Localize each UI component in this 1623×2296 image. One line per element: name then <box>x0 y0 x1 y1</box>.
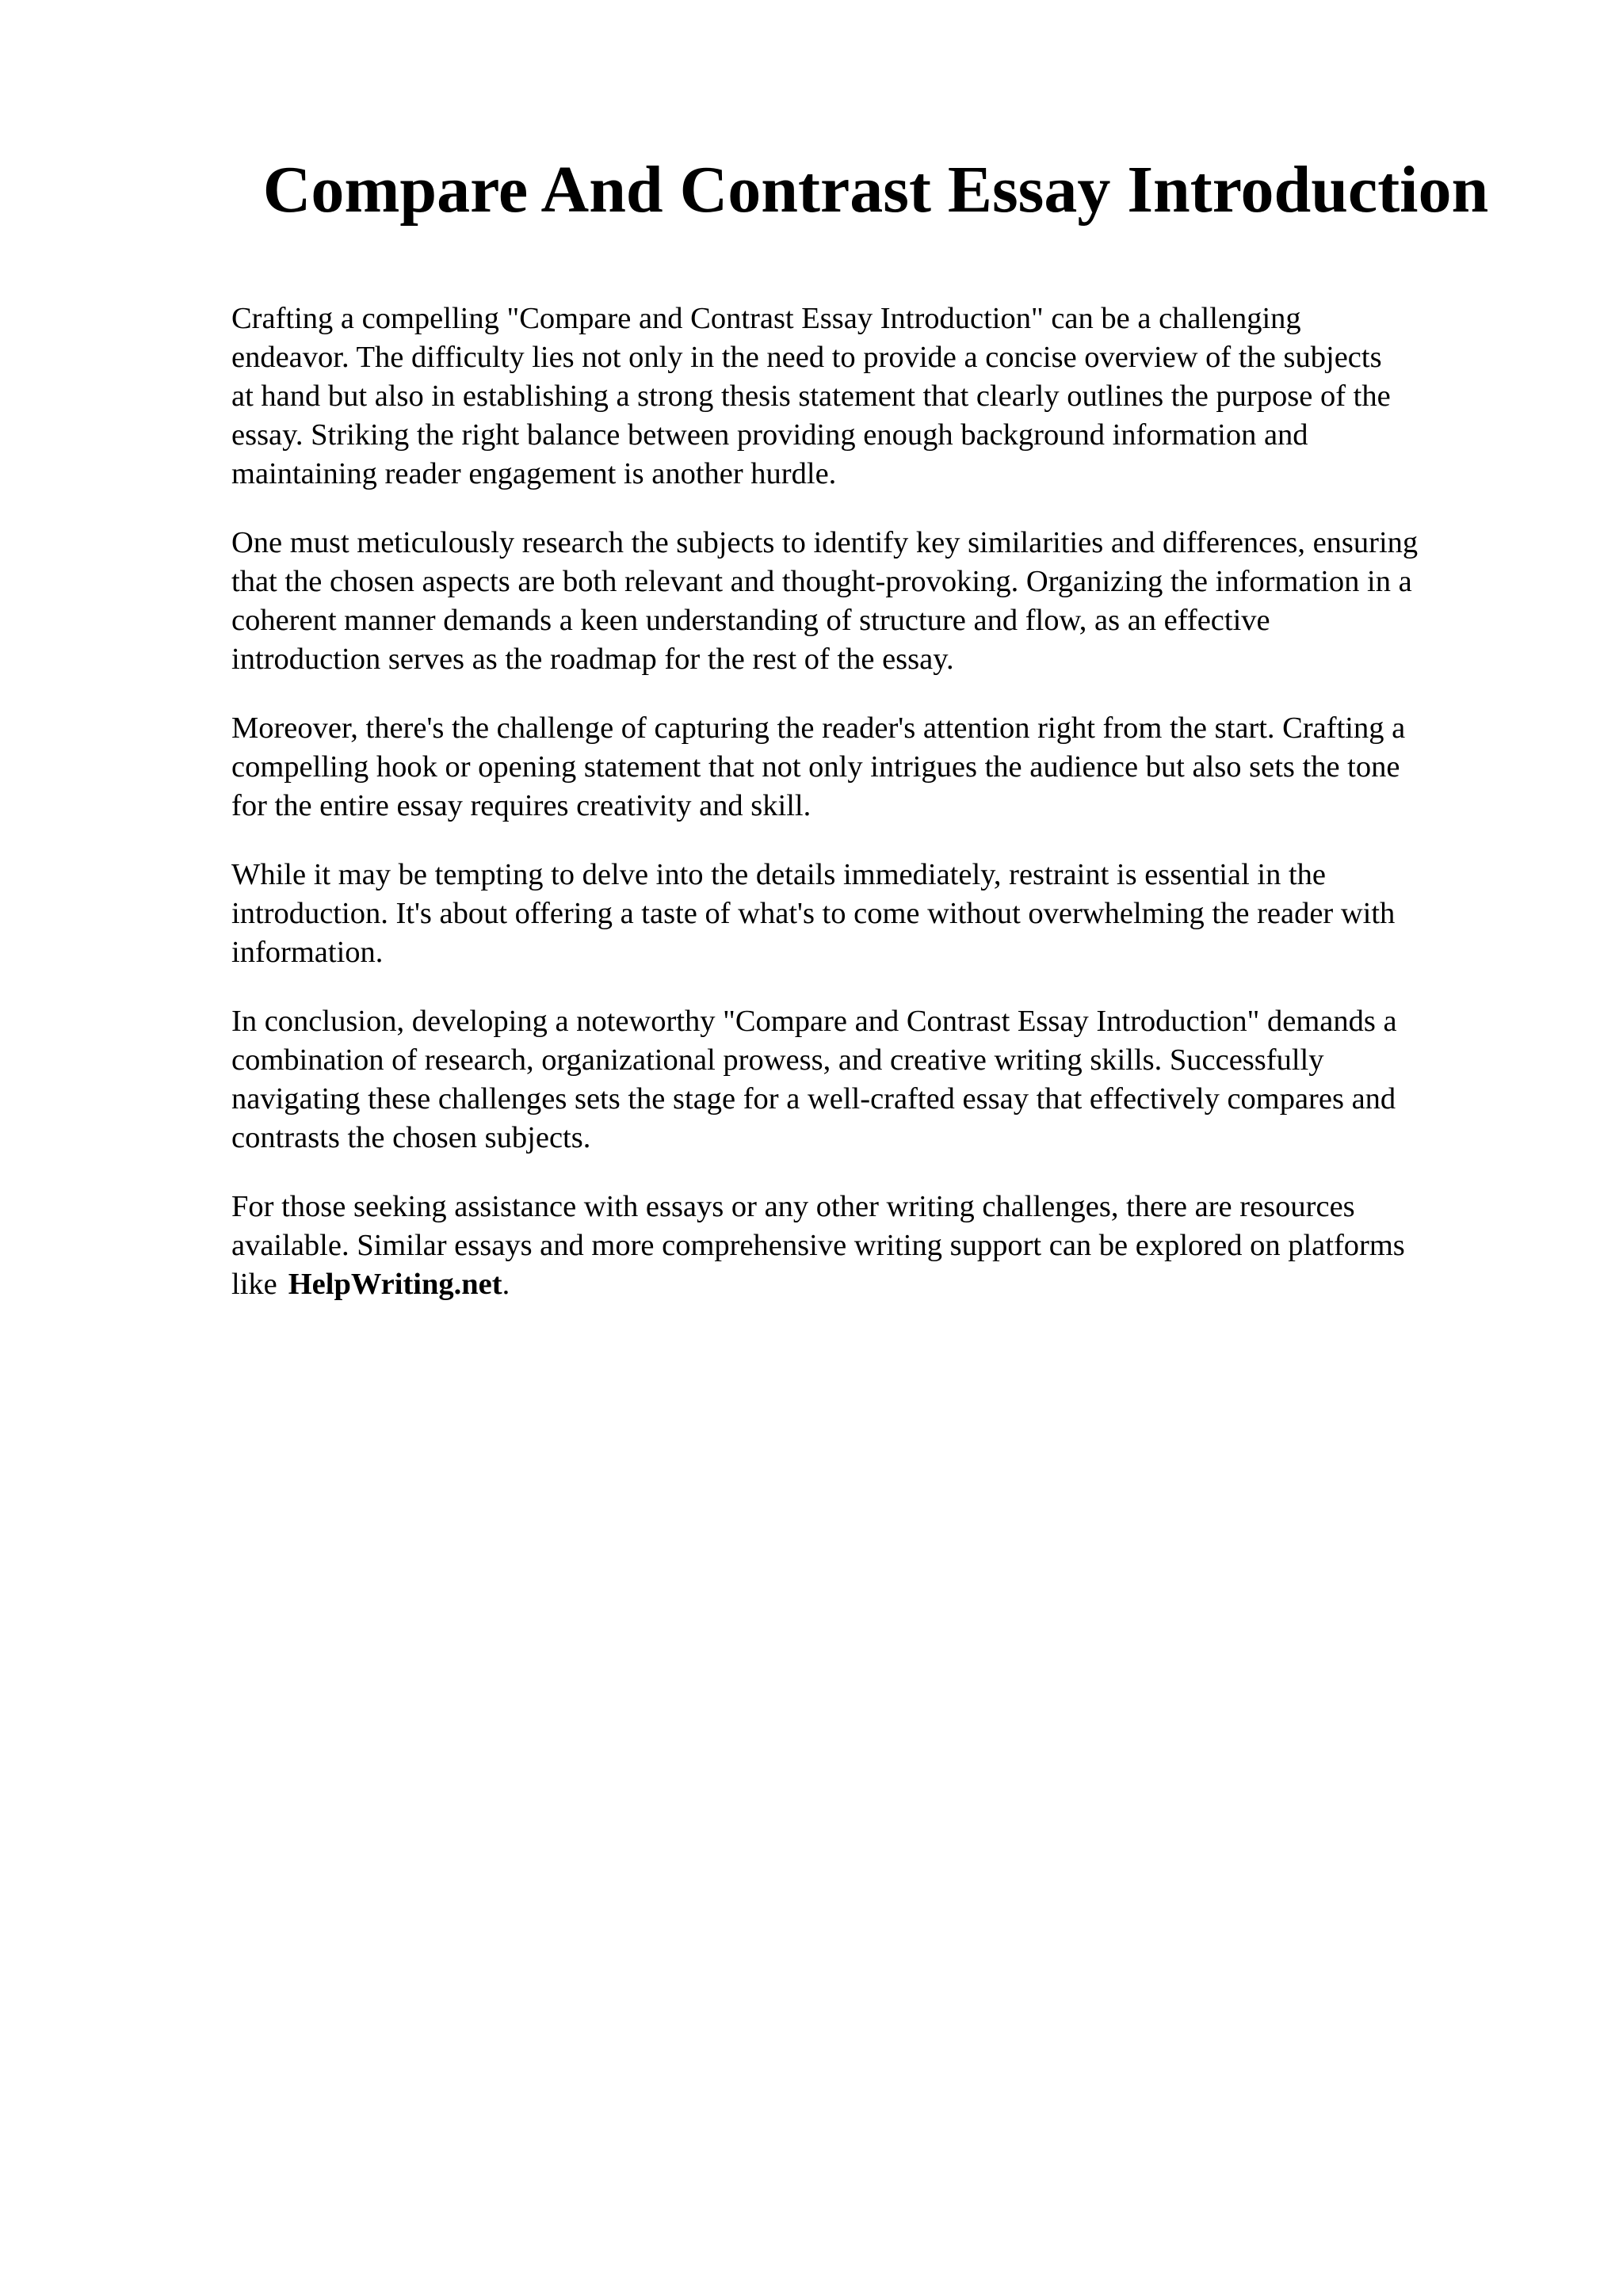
text-line: compelling hook or opening statement that not only intrigues the audience but also sets the tone <box>231 750 1400 784</box>
text-line: In conclusion, developing a noteworthy "Compare and Contrast Essay Introduction" demands a <box>231 1005 1397 1038</box>
text-line: For those seeking assistance with essays or any other writing challenges, there are resources <box>231 1190 1355 1223</box>
text-line: available. Similar essays and more comprehensive writing support can be explored on platforms <box>231 1229 1405 1262</box>
document-body <box>231 299 1515 1334</box>
paragraph-4 <box>231 856 1515 972</box>
text-line: at hand but also in establishing a strong thesis statement that clearly outlines the purpose of the <box>231 379 1391 413</box>
text-line: While it may be tempting to delve into the details immediately, restraint is essential in the <box>231 858 1327 891</box>
text-line: essay. Striking the right balance between providing enough background information and <box>231 418 1308 452</box>
closing-prefix: like <box>231 1268 277 1301</box>
text-line: introduction. It's about offering a taste of what's to come without overwhelming the reader with <box>231 897 1396 930</box>
paragraph-1 <box>231 299 1515 494</box>
helpwriting-link[interactable]: HelpWriting.net <box>288 1268 502 1301</box>
text-line: One must meticulously research the subjects to identify key similarities and differences, ensuring <box>231 526 1419 559</box>
paragraph-6 <box>231 1188 1515 1304</box>
page-title: Compare And Contrast Essay Introduction <box>262 153 1489 227</box>
text-line: contrasts the chosen subjects. <box>231 1121 591 1154</box>
text-line: introduction serves as the roadmap for the rest of the essay. <box>231 643 954 676</box>
paragraph-3 <box>231 709 1515 826</box>
text-line: for the entire essay requires creativity and skill. <box>231 789 812 822</box>
text-line: maintaining reader engagement is another hurdle. <box>231 457 837 490</box>
text-line: information. <box>231 936 384 969</box>
closing-suffix: . <box>502 1268 510 1301</box>
text-line: Moreover, there's the challenge of capturing the reader's attention right from the start. Crafting a <box>231 711 1406 745</box>
text-line: navigating these challenges sets the stage for a well-crafted essay that effectively compares and <box>231 1082 1396 1116</box>
text-line: Crafting a compelling "Compare and Contrast Essay Introduction" can be a challenging <box>231 302 1301 335</box>
text-line: endeavor. The difficulty lies not only in the need to provide a concise overview of the subjects <box>231 341 1382 374</box>
text-line: combination of research, organizational prowess, and creative writing skills. Successfully <box>231 1043 1324 1077</box>
paragraph-2 <box>231 524 1515 679</box>
closing-line <box>231 1265 1515 1304</box>
text-line: that the chosen aspects are both relevant and thought-provoking. Organizing the information in a <box>231 565 1412 598</box>
paragraph-5 <box>231 1002 1515 1158</box>
text-line: coherent manner demands a keen understanding of structure and flow, as an effective <box>231 604 1270 637</box>
